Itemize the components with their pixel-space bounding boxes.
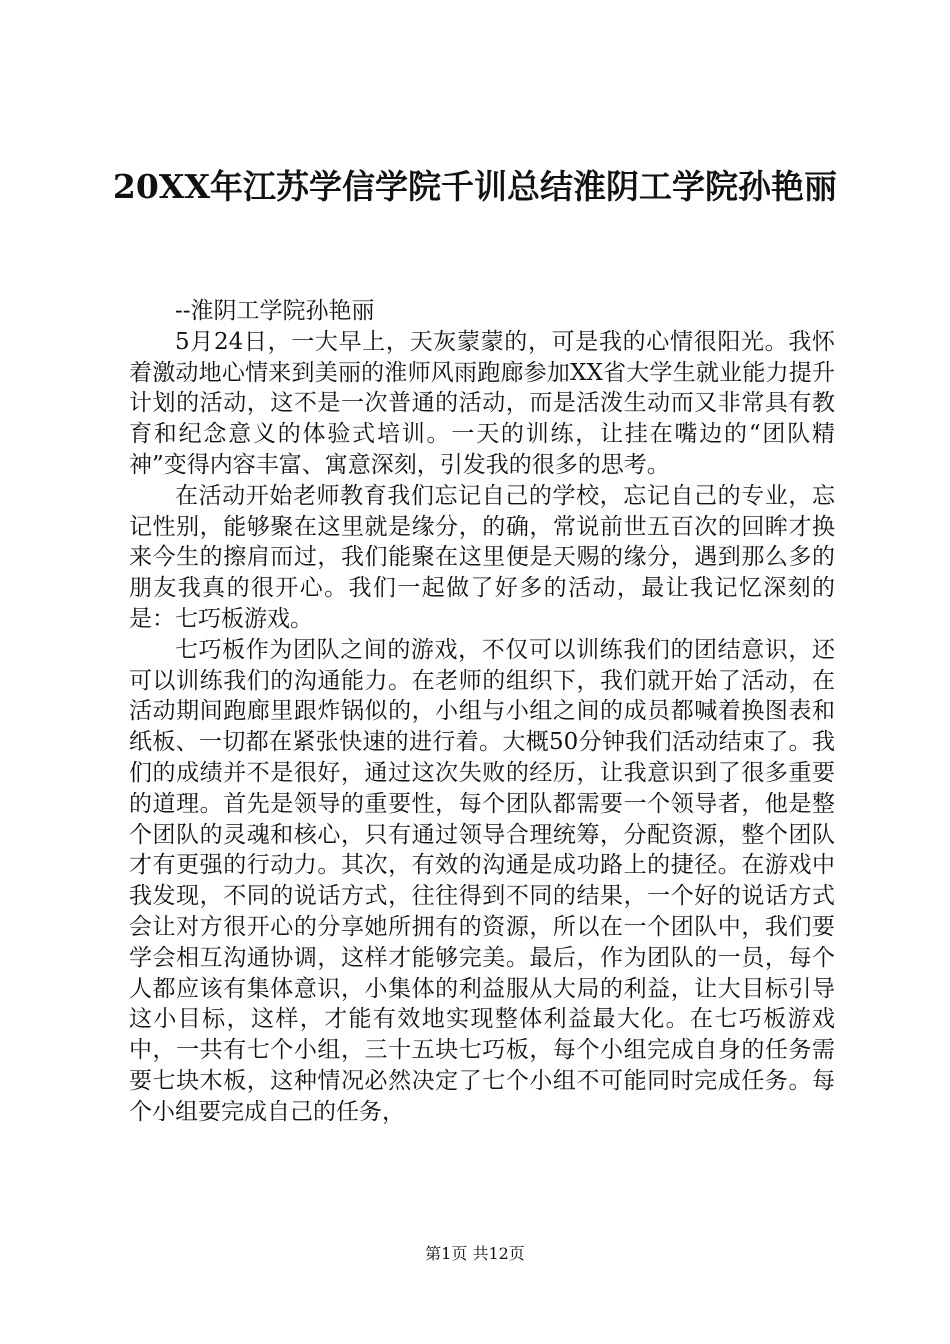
paragraph-1: 5月24日，一大早上，天灰蒙蒙的，可是我的心情很阳光。我怀着激动地心情来到美丽的淮师风雨跑廊参加XX省大学生就业能力提升计划的活动，这不是一次普通的活动，而是活泼生动而又非常具有教育和纪念意义的体验式培训。一天的训练，让挂在嘴边的“团队精神”变得内容丰富、寓意深刻，引发我的很多的思考。 <box>129 328 835 478</box>
paragraph-3: 七巧板作为团队之间的游戏，不仅可以训练我们的团结意识，还可以训练我们的沟通能力。在老师的组织下，我们就开始了活动，在活动期间跑廊里跟炸锅似的，小组与小组之间的成员都喊着换图表和纸板、一切都在紧张快速的进行着。大概50分钟我们活动结束了。我们的成绩并不是很好，通过这次失败的经历，让我意识到了很多重要的道理。首先是领导的重要性，每个团队都需要一个领导者，他是整个团队的灵魂和核心，只有通过领导合理统筹，分配资源，整个团队才有更强的行动力。其次，有效的沟通是成功路上的捷径。在游戏中我发现，不同的说话方式，往往得到不同的结果，一个好的说话方式会让对方很开心的分享她所拥有的资源，所以在一个团队中，我们要学会相互沟通协调，这样才能够完美。最后，作为团队的一员，每个人都应该有集体意识，小集体的利益服从大局的利益，让大目标引导这小目标，这样，才能有效地实现整体利益最大化。在七巧板游戏中，一共有七个小组，三十五块七巧板，每个小组完成自身的任务需要七块木板，这种情况必然决定了七个小组不可能同时完成任务。每个小组要完成自己的任务， <box>129 636 835 1125</box>
paragraph-2: 在活动开始老师教育我们忘记自己的学校，忘记自己的专业，忘记性别，能够聚在这里就是缘分，的确，常说前世五百次的回眸才换来今生的擦肩而过，我们能聚在这里便是天赐的缘分，遇到那么多的朋友我真的很开心。我们一起做了好多的活动，最让我记忆深刻的是：七巧板游戏。 <box>129 482 835 632</box>
document-title: 20XX年江苏学信学院千训总结淮阴工学院孙艳丽 <box>112 167 838 206</box>
page-footer: 第1页 共12页 <box>425 1244 525 1263</box>
byline: --淮阴工学院孙艳丽 <box>175 298 375 324</box>
document-body <box>129 296 835 1128</box>
